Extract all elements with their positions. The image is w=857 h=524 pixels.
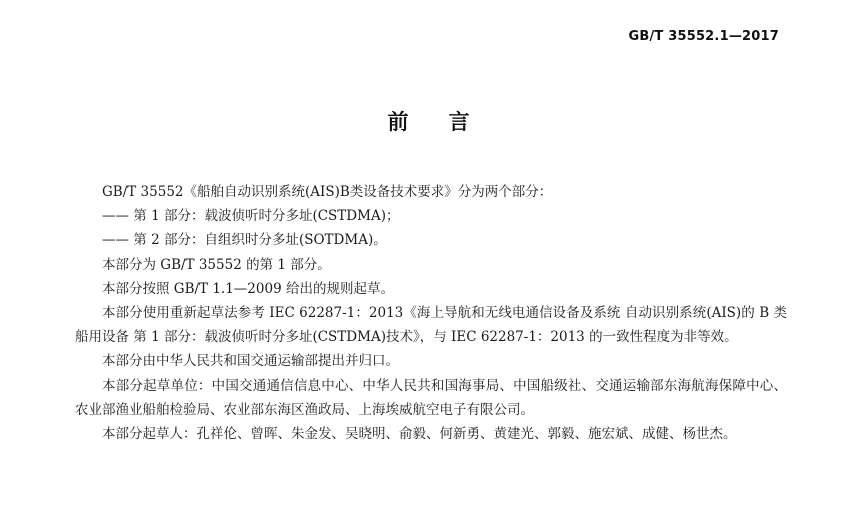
paragraph-drafters: 本部分起草人：孔祥伦、曾晖、朱金发、吴晓明、俞毅、何新勇、黄建光、郭毅、施宏斌、成健、杨世杰。 bbox=[102, 426, 737, 443]
page-title: 前言 bbox=[387, 110, 510, 134]
paragraph-drafting-rules: 本部分按照 GB/T 1.1—2009 给出的规则起草。 bbox=[102, 280, 394, 297]
paragraph-drafting-units: 本部分起草单位：中国交通通信信息中心、中华人民共和国海事局、中国船级社、交通运输部东海航海保障中心、农业部渔业船舶检验局、农业部东海区渔政局、上海埃威航空电子有限公司。 bbox=[75, 377, 787, 418]
paragraph-proposed-by: 本部分由中华人民共和国交通运输部提出并归口。 bbox=[102, 353, 399, 370]
paragraph-reference-standard: 本部分使用重新起草法参考 IEC 62287-1：2013《海上导航和无线电通信设备及系统 自动识别系统(AIS)的 B 类船用设备 第 1 部分：载波侦听时分多址(CSTDMA)技术》，与 IEC 62287-1：2013 的一致性程度为非等效。 bbox=[75, 305, 787, 346]
paragraph-parts-intro: GB/T 35552《船舶自动识别系统(AIS)B类设备技术要求》分为两个部分： bbox=[102, 184, 553, 200]
list-item-part-1: —— 第 1 部分：载波侦听时分多址(CSTDMA)； bbox=[102, 208, 400, 225]
standard-number: GB/T 35552.1—2017 bbox=[628, 29, 779, 44]
list-item-part-2: —— 第 2 部分：自组织时分多址(SOTDMA)。 bbox=[102, 232, 387, 249]
paragraph-part-statement: 本部分为 GB/T 35552 的第 1 部分。 bbox=[102, 256, 331, 273]
foreword-body bbox=[75, 180, 787, 446]
